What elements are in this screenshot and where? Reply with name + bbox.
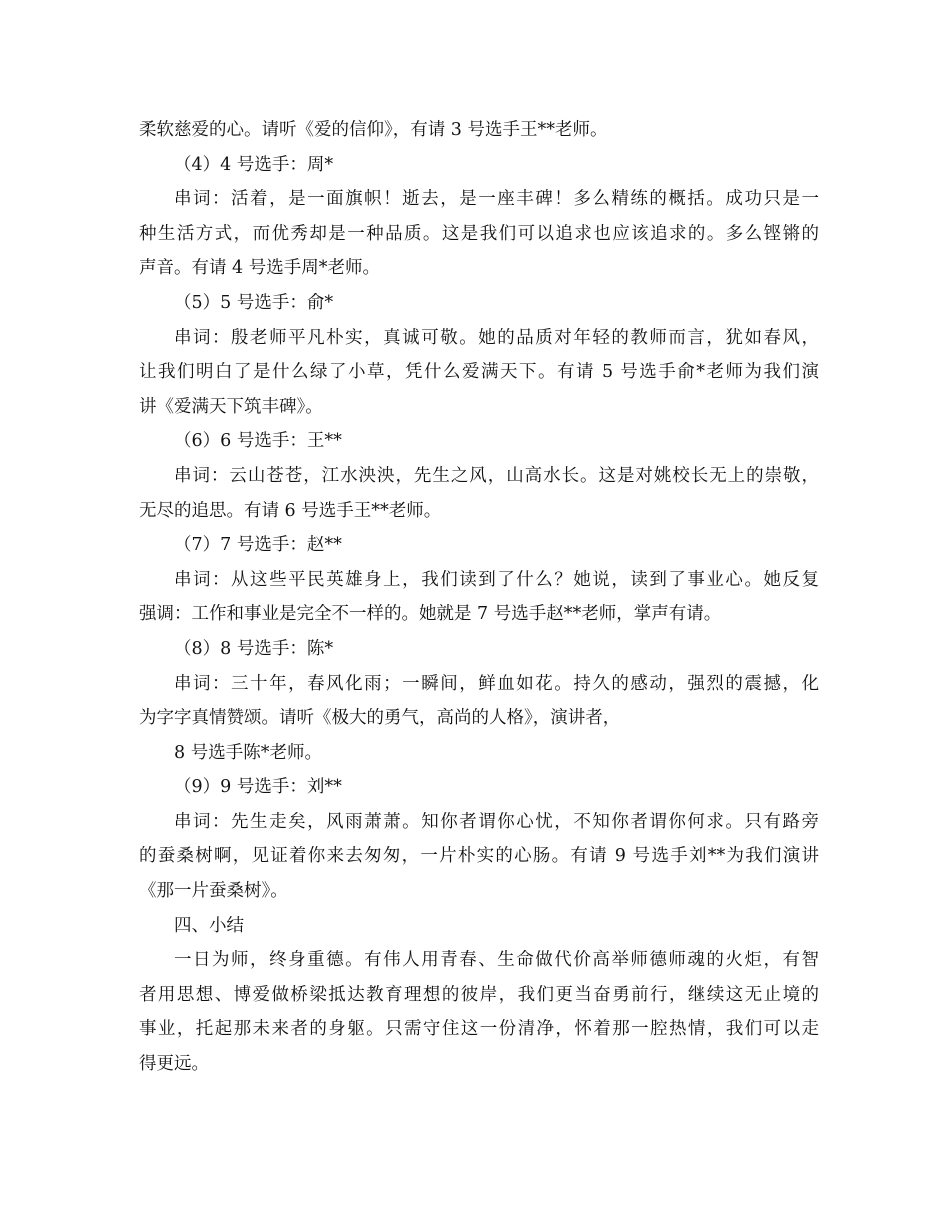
document-body	[139, 113, 819, 1082]
section-heading-summary: 四、小结	[174, 915, 244, 936]
paragraph-line: 串词：先生走矣，风雨萧萧。知你者谓你心忧，不知你者谓你何求。只有路旁	[174, 811, 819, 832]
paragraph-line: 串词：云山苍苍，江水泱泱，先生之风，山高水长。这是对姚校长无上的崇敬，	[174, 465, 819, 486]
paragraph-line: 让我们明白了是什么绿了小草，凭什么爱满天下。有请 5 号选手俞*老师为我们演	[139, 362, 819, 383]
contestant-heading-7: （7）7 号选手：赵**	[174, 535, 342, 556]
paragraph-line: 无尽的追思。有请 6 号选手王**老师。	[139, 500, 442, 521]
contestant-heading-9: （9）9 号选手：刘**	[174, 777, 342, 798]
paragraph-line: 《那一片蚕桑树》。	[139, 881, 288, 902]
paragraph-line: 一日为师，终身重德。有伟人用青春、生命做代价高举师德师魂的火炬，有智	[174, 950, 819, 971]
paragraph-line: 串词：三十年，春风化雨；一瞬间，鲜血如花。持久的感动，强烈的震撼，化	[174, 673, 819, 694]
paragraph-line: 串词：殷老师平凡朴实，真诚可敬。她的品质对年轻的教师而言，犹如春风，	[174, 327, 819, 348]
contestant-heading-8: （8）8 号选手：陈*	[174, 638, 334, 659]
paragraph-line: 事业，托起那未来者的身躯。只需守住这一份清净，怀着那一腔热情，我们可以走	[139, 1019, 819, 1040]
contestant-heading-4: （4）4 号选手：周*	[174, 154, 334, 175]
paragraph-line: 声音。有请 4 号选手周*老师。	[139, 258, 381, 279]
paragraph-line: 得更远。	[139, 1054, 209, 1075]
paragraph-line: 讲《爱满天下筑丰碑》。	[139, 396, 323, 417]
paragraph-line: 为字字真情赞颂。请听《极大的勇气，高尚的人格》，演讲者，	[139, 708, 621, 729]
contestant-heading-5: （5）5 号选手：俞*	[174, 292, 334, 313]
contestant-heading-6: （6）6 号选手：王**	[174, 431, 342, 452]
paragraph-line: 柔软慈爱的心。请听《爱的信仰》，有请 3 号选手王**老师。	[139, 120, 608, 140]
paragraph-line: 的蚕桑树啊，见证着你来去匆匆，一片朴实的心肠。有请 9 号选手刘**为我们演讲	[139, 846, 819, 867]
paragraph-line: 者用思想、博爱做桥梁抵达教育理想的彼岸，我们更当奋勇前行，继续这无止境的	[139, 984, 819, 1005]
paragraph-line: 8 号选手陈*老师。	[174, 742, 322, 763]
paragraph-line: 串词：从这些平民英雄身上，我们读到了什么？她说，读到了事业心。她反复	[174, 569, 819, 590]
paragraph-line: 串词：活着，是一面旗帜！逝去，是一座丰碑！多么精练的概括。成功只是一	[174, 189, 819, 210]
paragraph-line: 强调：工作和事业是完全不一样的。她就是 7 号选手赵**老师，掌声有请。	[139, 604, 722, 625]
paragraph-line: 种生活方式，而优秀却是一种品质。这是我们可以追求也应该追求的。多么铿锵的	[139, 223, 819, 244]
